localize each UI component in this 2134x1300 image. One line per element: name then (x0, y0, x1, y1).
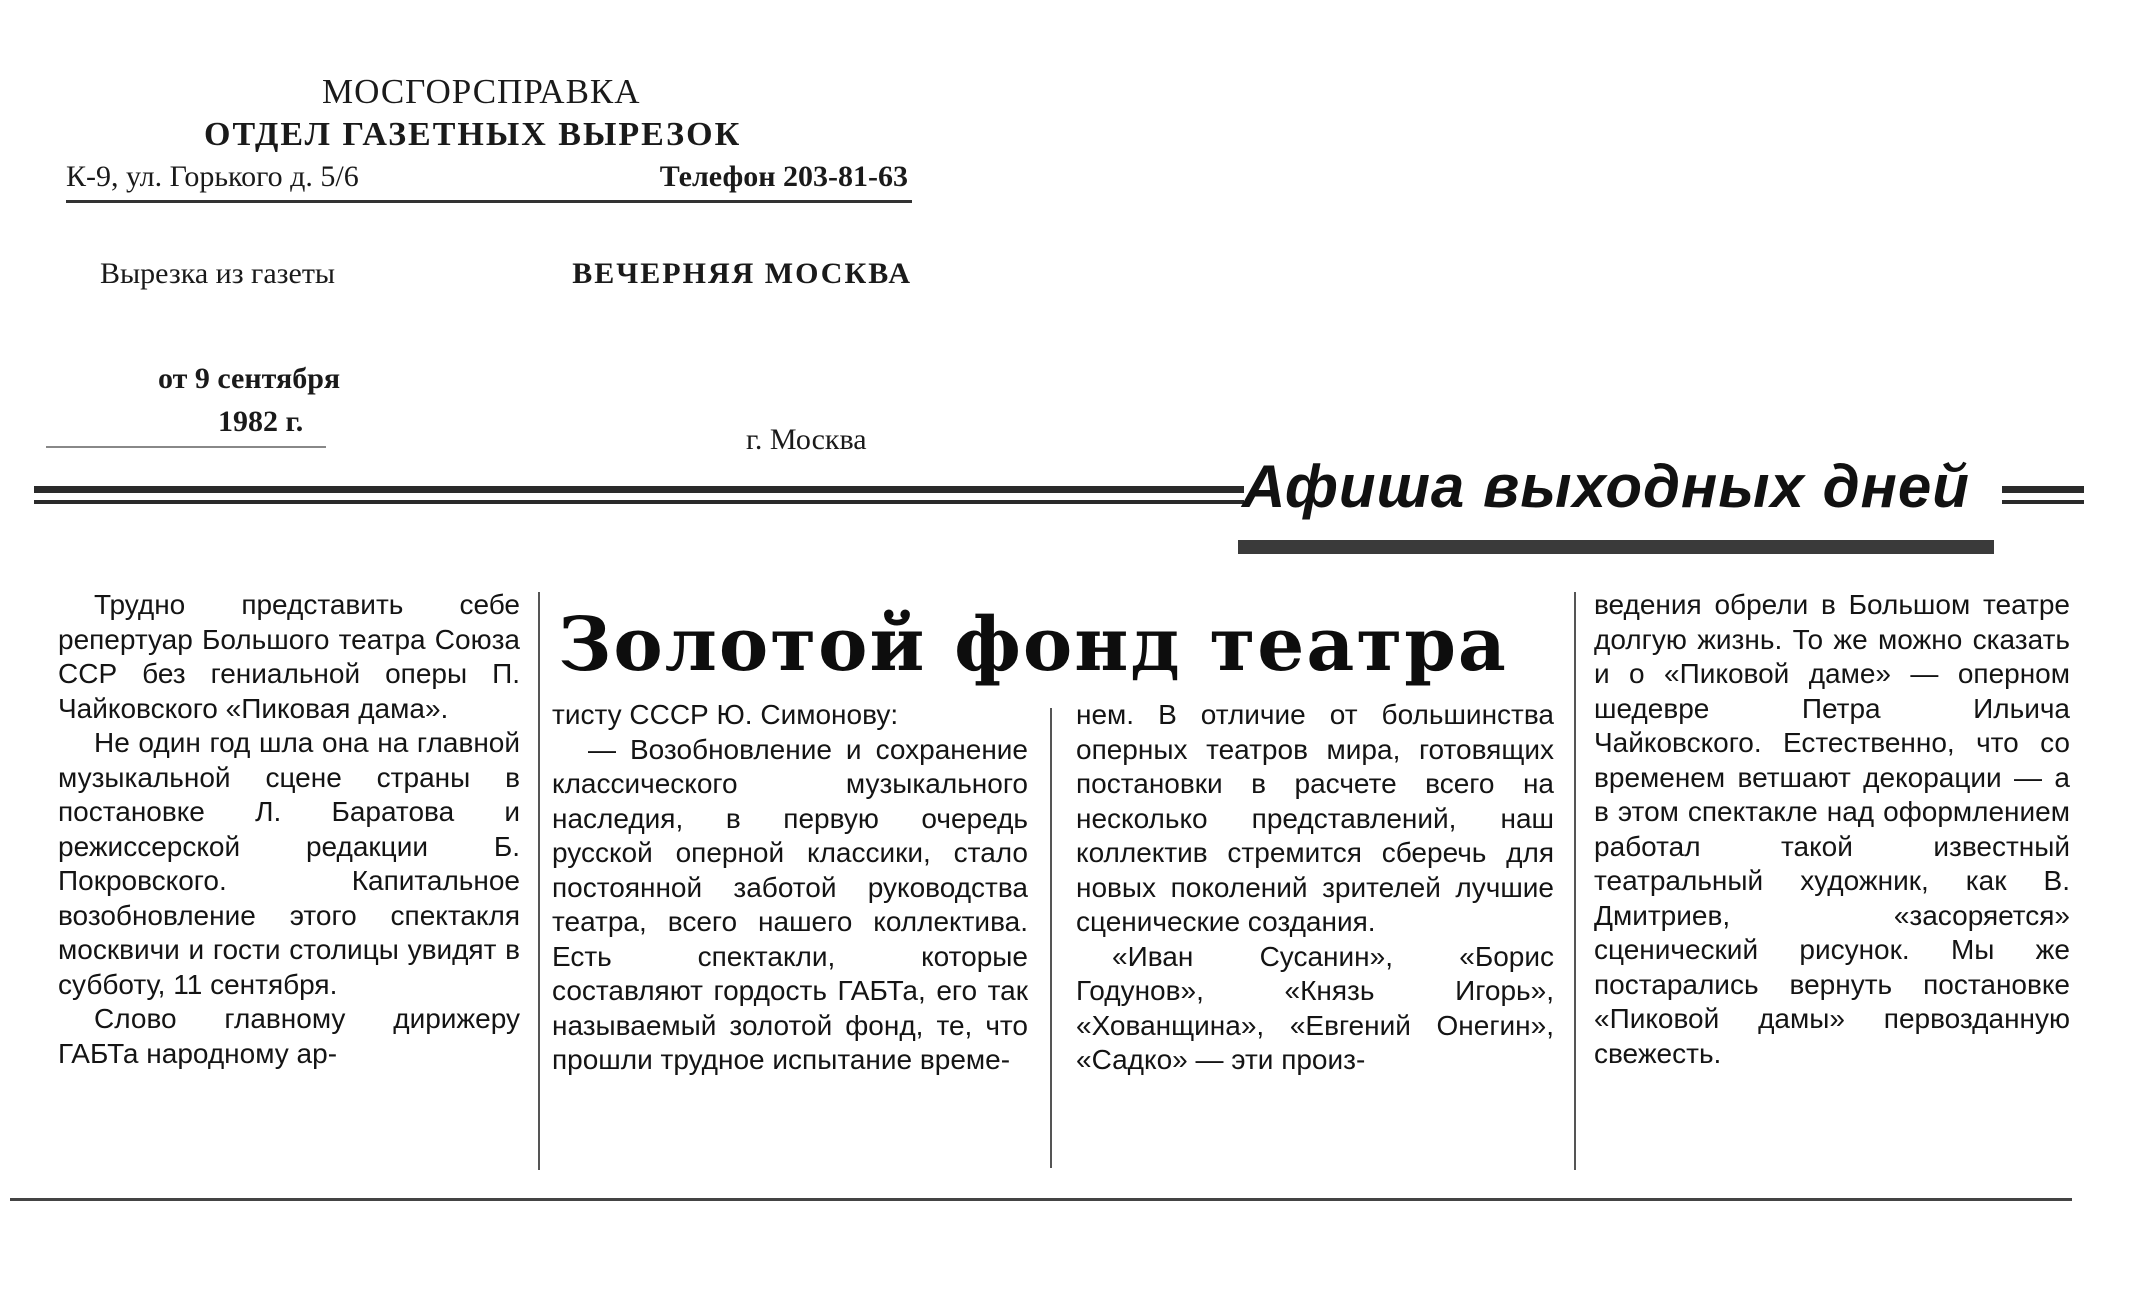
bottom-rule (10, 1198, 2072, 1201)
stamp-address: К-9, ул. Горького д. 5/6 (66, 160, 359, 193)
article-column-2 (552, 698, 1028, 1078)
column-rule-2 (1050, 708, 1052, 1168)
paragraph: тисту СССР Ю. Симонову: (552, 699, 899, 730)
stamp-department: ОТДЕЛ ГАЗЕТНЫХ ВЫРЕЗОК (204, 116, 742, 153)
clipping-label: Вырезка из газеты (100, 257, 336, 290)
paragraph: «Иван Сусанин», «Борис Годунов», «Князь Игорь», «Хованщина», «Евгений Онегин», «Садко» — эти произ- (1076, 940, 1554, 1075)
article-headline: Золотой фонд театра (558, 602, 1508, 688)
paragraph: ведения обрели в Большом театре долгую жизнь. То же можно сказать и о «Пиковой даме» — оперном шедевре Петра Ильича Чайковского. Естественно, что со временем ветшают декорации — а в этом спектакле над оформлением работал такой известный театральный художник, как В. Дмитриев, «засоряется» сценический рисунок. Мы же постарались вернуть постановке «Пиковой дамы» первозданную свежесть. (1594, 589, 2070, 1069)
stamp-phone: Телефон 203-81-63 (659, 160, 908, 193)
clipping-city: г. Москва (746, 423, 867, 456)
clipping-year: 1982 г. (218, 405, 304, 438)
clipping-date: от 9 сентября (158, 362, 341, 395)
rubric-band-left-thin (34, 500, 1244, 504)
article-column-1 (58, 588, 520, 1071)
stamp-underline (66, 200, 912, 203)
rubric-band-right (2002, 486, 2084, 493)
paragraph: нем. В отличие от большинства оперных театров мира, готовящих постановки в расчете всего на несколько представлений, наш коллектив стремится сберечь для новых поколений зрителей лучшие сценические создания. (1076, 699, 1554, 937)
column-rule-3 (1574, 592, 1576, 1170)
rubric-underband (1238, 540, 1994, 554)
paragraph: Слово главному дирижеру ГАБТа народному ар- (58, 1003, 520, 1069)
stamp-divider (46, 446, 326, 448)
rubric-band-right-thin (2002, 500, 2084, 504)
newspaper-name: ВЕЧЕРНЯЯ МОСКВА (572, 257, 912, 290)
paragraph: Не один год шла она на главной музыкальной сцене страны в постановке Л. Баратова и режиссерской редакции Б. Покровского. Капитальное возобновление этого спектакля москвичи и гости столицы увидят в субботу, 11 сентября. (58, 727, 520, 1000)
clipping-source-line (100, 257, 912, 291)
article-column-3 (1076, 698, 1554, 1078)
paragraph: Трудно представить себе репертуар Большого театра Союза ССР без гениальной оперы П. Чайковского «Пиковая дама». (58, 589, 520, 724)
stamp-address-line (66, 160, 908, 194)
rubric-band-left (34, 486, 1244, 493)
rubric-title: Афиша выходных дней (1242, 453, 1970, 520)
column-rule-1 (538, 592, 540, 1170)
stamp-organization: МОСГОРСПРАВКА (322, 72, 641, 111)
article-column-4 (1594, 588, 2070, 1071)
paragraph: — Возобновление и сохранение классического музыкального наследия, в первую очередь русской оперной классики, стало постоянной заботой руководства театра, всего нашего коллектива. Есть спектакли, которые составляют гордость ГАБТа, его так называемый золотой фонд, те, что прошли трудное испытание време- (552, 733, 1028, 1075)
